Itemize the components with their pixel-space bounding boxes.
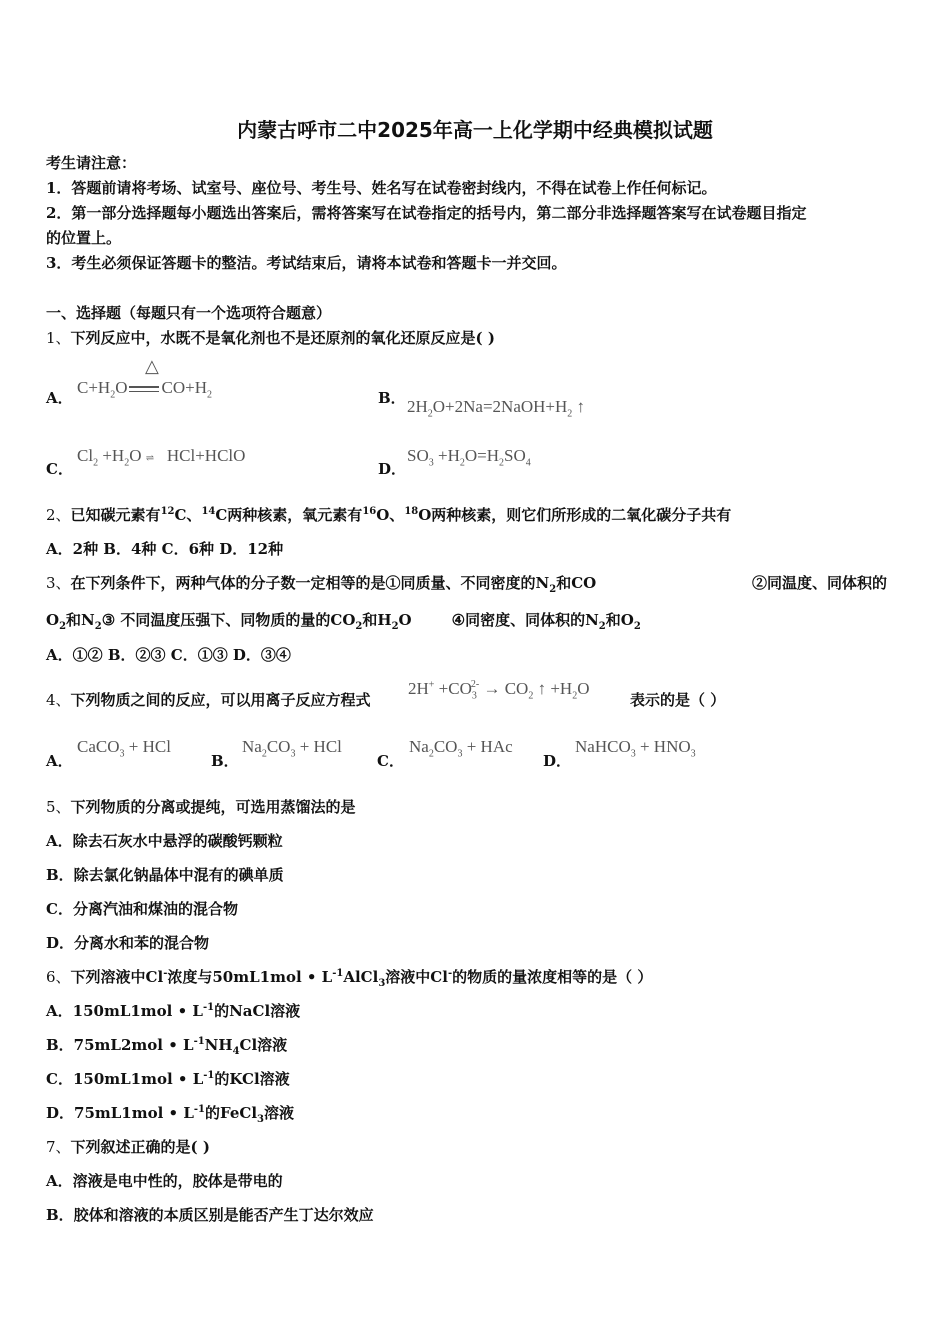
q6-option-a xyxy=(46,1000,300,1021)
isotope-mass: 16 xyxy=(362,506,377,517)
question-2 xyxy=(46,504,731,525)
q4-formula-b: $Na_2CO_3$ + HCl xyxy=(242,737,342,760)
q3-text: O xyxy=(398,611,412,629)
question-number: 1、 xyxy=(46,329,71,347)
q6-text: AlCl xyxy=(343,968,379,986)
q7-option-a: A．溶液是电中性的，胶体是带电的 xyxy=(46,1172,283,1190)
q6-text: Cl溶液 xyxy=(239,1036,288,1054)
superscript: -1 xyxy=(203,1070,215,1081)
q2-text: O两种核素，则它们所形成的二氧化碳分子共有 xyxy=(418,506,732,524)
q6-option-d xyxy=(46,1102,294,1125)
question-number: 7、 xyxy=(46,1138,71,1156)
q6-text: 浓度与50mL1mol • L xyxy=(167,968,333,986)
q5-option-a: A．除去石灰水中悬浮的碳酸钙颗粒 xyxy=(46,832,283,850)
q6-option-c xyxy=(46,1068,290,1089)
question-number: 5、 xyxy=(46,798,71,816)
option-d-label: D． xyxy=(378,460,407,478)
question-1 xyxy=(46,327,495,348)
q3-text: 和CO xyxy=(556,574,597,592)
question-number: 3、 xyxy=(46,574,71,592)
q6-text: C．150mL1mol • L xyxy=(46,1070,204,1088)
isotope-mass: 14 xyxy=(201,506,216,517)
question-number: 4、 xyxy=(46,691,71,709)
notice-item-1: 1．答题前请将考场、试室号、座位号、考生号、姓名写在试卷密封线内，不得在试卷上作任何标记。 xyxy=(46,179,717,197)
option-a-label: A． xyxy=(46,752,73,770)
q6-text: 的NaCl溶液 xyxy=(214,1002,301,1020)
question-stem: 下列反应中，水既不是氧化剂也不是还原剂的氧化还原反应是( ) xyxy=(70,329,495,347)
subscript: 2 xyxy=(355,621,363,632)
notice-item-2: 2．第一部分选择题每小题选出答案后，需将答案写在试卷指定的括号内，第二部分非选择题答案写在试卷题目指定 xyxy=(46,204,807,222)
q3-text: 和O xyxy=(605,611,634,629)
q2-text: C、 xyxy=(174,506,202,524)
superscript: -1 xyxy=(193,1036,205,1047)
q2-text: C两种核素，氧元素有 xyxy=(215,506,363,524)
q3-condition-2: ②同温度、同体积的 xyxy=(752,574,888,592)
q5-option-c: C．分离汽油和煤油的混合物 xyxy=(46,900,238,918)
isotope-mass: 12 xyxy=(160,506,175,517)
question-7 xyxy=(46,1136,210,1157)
q3-text: ④同密度、同体积的N xyxy=(451,611,599,629)
option-b-label: B． xyxy=(211,752,239,770)
page-title: 内蒙古呼市二中2025年高一上化学期中经典模拟试题 xyxy=(237,118,713,142)
q6-text: B．75mL2mol • L xyxy=(46,1036,194,1054)
subscript: 4 xyxy=(232,1046,240,1057)
subscript: 3 xyxy=(378,978,386,989)
subscript: 2 xyxy=(391,621,399,632)
q1-formula-c: $Cl_2 +H_2O$ ⇌ HCl+HClO xyxy=(77,446,246,469)
q3-text: 和H xyxy=(362,611,392,629)
section-heading: 一、选择题（每题只有一个选项符合题意） xyxy=(46,304,332,322)
question-5 xyxy=(46,796,356,817)
q4-text-end: 表示的是（ ） xyxy=(630,691,726,709)
q2-options: A．2种 B．4种 C．6种 D．12种 xyxy=(46,540,284,558)
q6-text: 溶液中Cl xyxy=(385,968,448,986)
q6-option-b xyxy=(46,1034,287,1057)
question-3-cont xyxy=(46,609,641,632)
subscript: 2 xyxy=(549,584,557,595)
heat-symbol: △ xyxy=(145,356,159,377)
q4-formula-a: CaCO$_3$ + HCl xyxy=(77,737,171,760)
q1-formula-d: $SO_3 +H_2O=H_2SO_4$ xyxy=(407,446,531,469)
question-3 xyxy=(46,572,596,595)
q2-text: 已知碳元素有 xyxy=(70,506,161,524)
q3-options: A．①② B．②③ C．①③ D．③④ xyxy=(46,646,291,664)
notice-heading: 考生请注意： xyxy=(46,154,137,172)
q3-text: 在下列条件下，两种气体的分子数一定相等的是①同质量、不同密度的N xyxy=(70,574,550,592)
option-d-label: D． xyxy=(543,752,572,770)
subscript: 2 xyxy=(59,621,67,632)
q6-text: 的物质的量浓度相等的是（ ） xyxy=(452,968,653,986)
q5-text: 下列物质的分离或提纯，可选用蒸馏法的是 xyxy=(70,798,356,816)
superscript: -1 xyxy=(193,1104,206,1115)
q6-text: 的FeCl xyxy=(205,1104,258,1122)
q4-text: 下列物质之间的反应，可以用离子反应方程式 xyxy=(70,691,371,709)
subscript: 2 xyxy=(94,621,102,632)
q7-option-b: B．胶体和溶液的本质区别是能否产生丁达尔效应 xyxy=(46,1206,374,1224)
q1-formula-b: $2H_2O+2Na=2NaOH+H_2$ ↑ xyxy=(407,397,586,420)
subscript: 2 xyxy=(633,621,641,632)
q6-text: NH xyxy=(204,1036,233,1054)
superscript: - xyxy=(163,968,168,979)
q6-text: 下列溶液中Cl xyxy=(70,968,164,986)
option-c-label: C． xyxy=(377,752,404,770)
q5-option-d: D．分离水和苯的混合物 xyxy=(46,934,210,952)
q4-formula-d: NaHCO$_3$ + $HNO_3$ xyxy=(575,737,696,760)
option-a-label: A． xyxy=(46,389,73,407)
option-b-label: B． xyxy=(378,389,406,407)
q2-text: O、 xyxy=(376,506,405,524)
q1-formula-a: $C+H_2O$ $CO+H_2$ xyxy=(77,378,212,401)
q6-text: 溶液 xyxy=(264,1104,295,1122)
q3-text: ③ 不同温度压强下、同物质的量的CO xyxy=(101,611,356,629)
isotope-mass: 18 xyxy=(404,506,419,517)
question-number: 6、 xyxy=(46,968,71,986)
subscript: 3 xyxy=(257,1114,264,1125)
notice-item-3: 3．考生必须保证答题卡的整洁。考试结束后，请将本试卷和答题卡一并交回。 xyxy=(46,254,567,272)
superscript: -1 xyxy=(332,968,344,979)
notice-item-2-cont: 的位置上。 xyxy=(46,229,122,247)
question-4 xyxy=(46,689,371,710)
q6-text: 的KCl溶液 xyxy=(214,1070,290,1088)
subscript: 2 xyxy=(598,621,606,632)
question-number: 2、 xyxy=(46,506,71,524)
q3-text: 和N xyxy=(66,611,95,629)
q5-option-b: B．除去氯化钠晶体中混有的碘单质 xyxy=(46,866,284,884)
q7-text: 下列叙述正确的是( ) xyxy=(70,1138,210,1156)
q4-ionic-equation: $2H^+ +CO_3^{2-} \to CO_2$ ↑ $+H_2O$ xyxy=(408,679,590,702)
q3-text: O xyxy=(46,611,60,629)
q4-formula-c: $Na_2CO_3$ + HAc xyxy=(409,737,513,760)
option-c-label: C． xyxy=(46,460,73,478)
superscript: - xyxy=(447,968,453,979)
q6-text: A．150mL1mol • L xyxy=(46,1002,203,1020)
superscript: -1 xyxy=(202,1002,215,1013)
q6-text: D．75mL1mol • L xyxy=(46,1104,194,1122)
question-6 xyxy=(46,966,652,989)
